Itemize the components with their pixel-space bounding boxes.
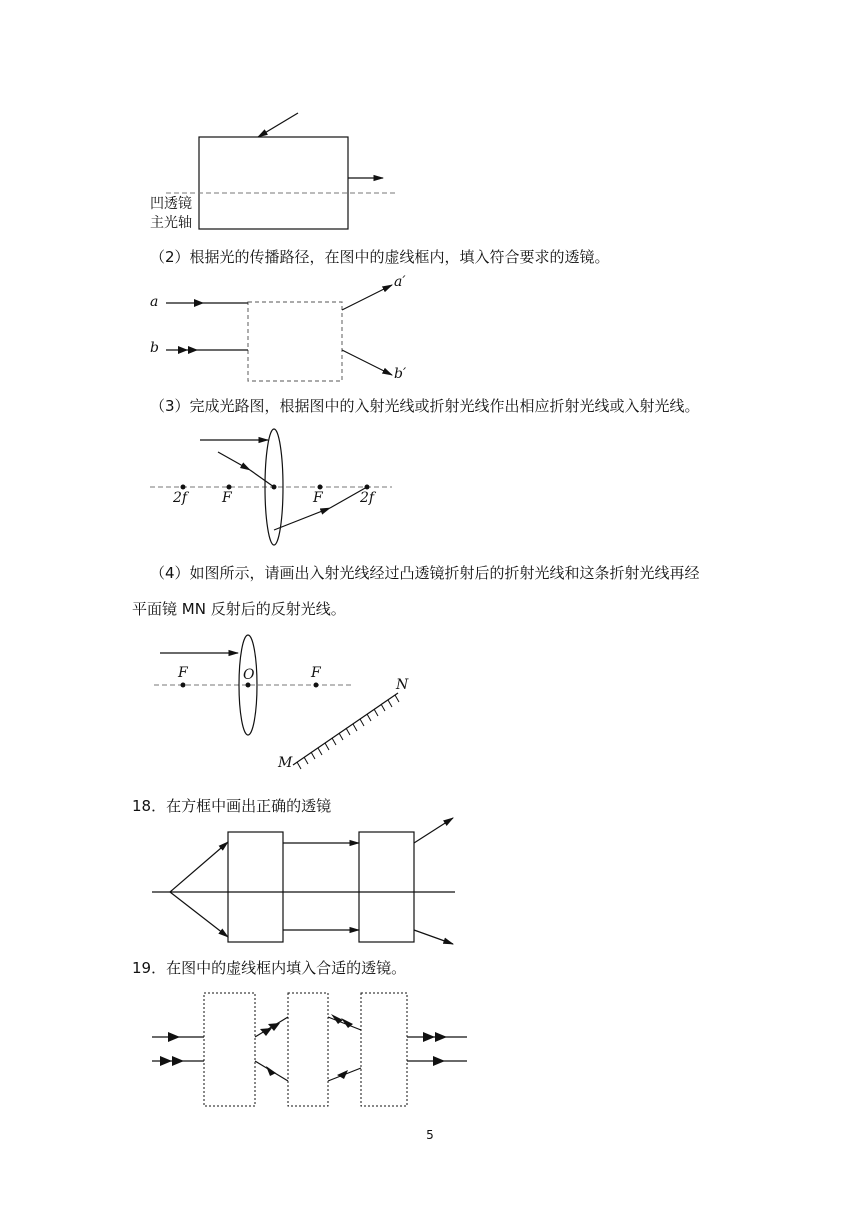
q2-label-a: a xyxy=(150,294,159,310)
q19-text: 19．在图中的虚线框内填入合适的透镜。 xyxy=(132,959,407,977)
q2-label-a-prime: a′ xyxy=(394,274,406,290)
page-number: 5 xyxy=(426,1128,434,1142)
q3-label-f-right: F xyxy=(313,490,323,506)
figure-3-convex-lens xyxy=(150,429,392,545)
fig1-label-concave-lens: 凹透镜 xyxy=(150,196,192,212)
q2-label-b-prime: b′ xyxy=(394,366,407,382)
figure-4-lens-mirror xyxy=(154,635,399,769)
q4-label-n: N xyxy=(396,677,409,693)
q4-label-o: O xyxy=(243,667,255,683)
figure-1-concave-lens xyxy=(166,113,398,229)
q3-label-2f-left: 2f xyxy=(173,490,188,506)
q4-text-line1: （4）如图所示，请画出入射光线经过凸透镜折射后的折射光线和这条折射光线再经 xyxy=(150,564,700,582)
q2-label-b: b xyxy=(150,340,159,356)
q4-label-f-left: F xyxy=(178,665,188,681)
figure-19-three-lens-boxes xyxy=(152,993,467,1106)
fig1-label-main-axis: 主光轴 xyxy=(150,215,192,231)
q3-label-f-left: F xyxy=(222,490,232,506)
q18-text: 18．在方框中画出正确的透镜 xyxy=(132,797,332,815)
figure-18-two-lens-boxes xyxy=(152,818,455,944)
q3-label-2f-right: 2f xyxy=(360,490,375,506)
figure-2-lens-box xyxy=(166,285,392,381)
q2-text: （2）根据光的传播路径，在图中的虚线框内，填入符合要求的透镜。 xyxy=(150,248,610,266)
q3-text: （3）完成光路图，根据图中的入射光线或折射光线作出相应折射光线或入射光线。 xyxy=(150,397,700,415)
q4-text-line2: 平面镜 MN 反射后的反射光线。 xyxy=(132,600,346,618)
q4-label-f-right: F xyxy=(311,665,321,681)
q4-label-m: M xyxy=(278,755,293,771)
